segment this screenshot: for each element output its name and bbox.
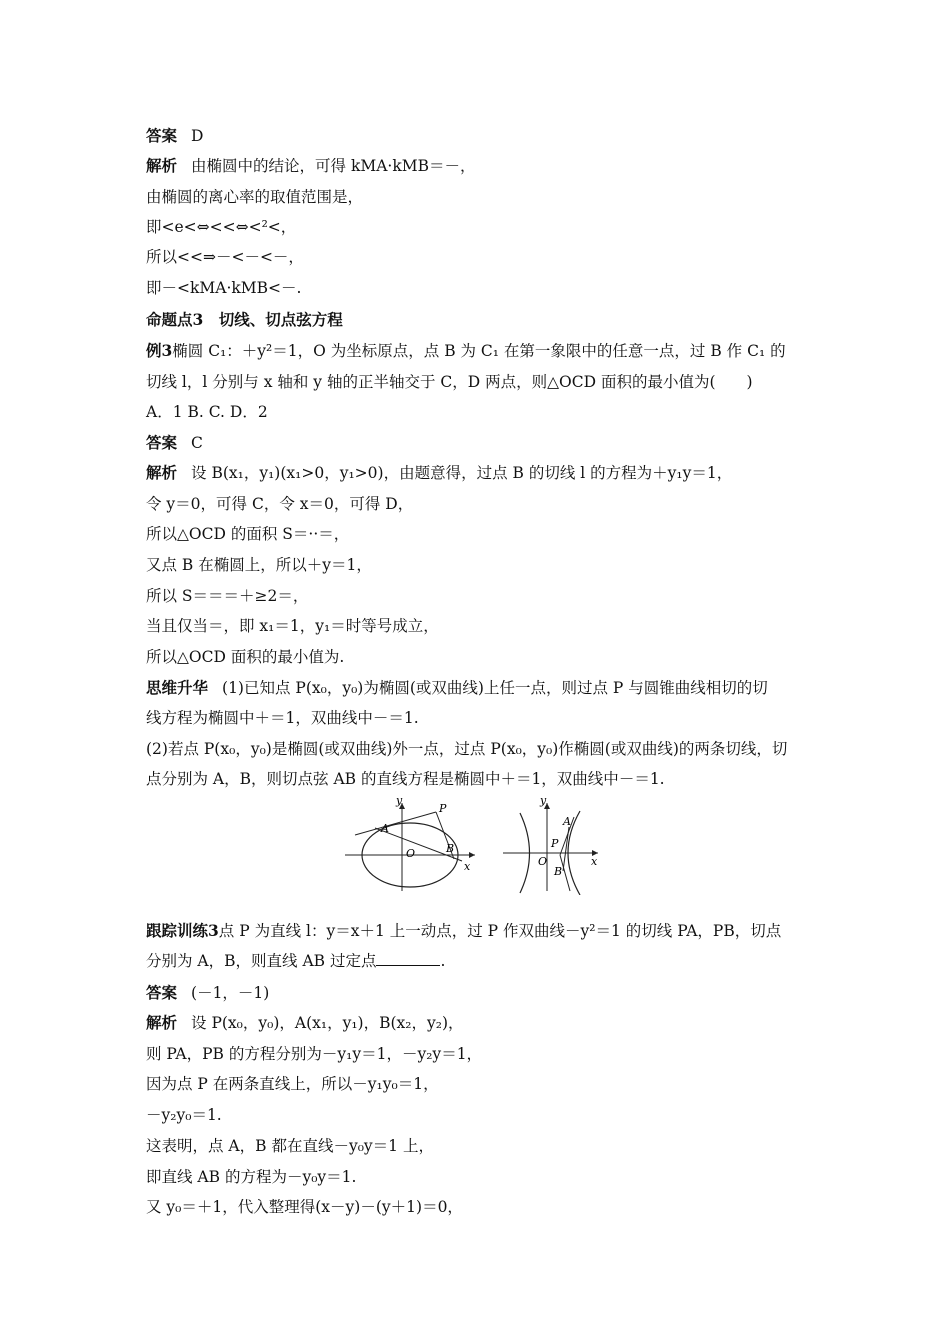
analysis-text: 设 P(x₀，y₀)，A(x₁，y₁)，B(x₂，y₂)，: [191, 1014, 464, 1032]
text-line: 切线 l，l 分别与 x 轴和 y 轴的正半轴交于 C，D 两点，则△OCD 面积的最小值为( ): [146, 373, 753, 391]
text-line: 线方程为椭圆中＋＝1，双曲线中－＝1.: [146, 709, 419, 727]
fig2-point-b-label: B: [554, 865, 563, 878]
text-line: 所以△OCD 的面积 S＝··＝，: [146, 525, 350, 543]
analysis-label: 解析: [146, 463, 178, 482]
text-line: 令 y＝0，可得 C，令 x＝0，可得 D，: [146, 495, 414, 513]
section-heading: 命题点3 切线、切点弦方程: [146, 310, 343, 329]
ellipse-tangent-figure: [340, 795, 480, 895]
text-line: 所以<<⇒－<－<－，: [146, 248, 304, 266]
text-line: 则 PA，PB 的方程分别为－y₁y＝1，－y₂y＝1，: [146, 1045, 483, 1063]
text-line: 即直线 AB 的方程为－y₀y＝1.: [146, 1168, 357, 1186]
choices-line: A．1 B. C. D．2: [146, 403, 268, 421]
fig1-point-a-label: A: [381, 822, 389, 835]
fig1-point-b-label: B: [446, 842, 455, 855]
text-line: 所以 S＝＝＝＋≥2＝，: [146, 587, 309, 605]
analysis-text: 设 B(x₁，y₁)(x₁>0，y₁>0)，由题意得，过点 B 的切线 l 的方程为＋y₁y＝1，: [191, 464, 733, 482]
analysis-line-1: [146, 155, 806, 177]
practice-text: 分别为 A，B，则直线 AB 过定点: [146, 952, 377, 970]
hyperbola-tangent-figure: [500, 795, 610, 895]
text-line: 因为点 P 在两条直线上，所以－y₁y₀＝1，: [146, 1075, 439, 1093]
fig2-origin-label: O: [538, 855, 548, 868]
summary-text: (1)已知点 P(x₀，y₀)为椭圆(或双曲线)上任一点，则过点 P 与圆锥曲线相切的切: [222, 679, 768, 697]
text-line: 这表明，点 A，B 都在直线－y₀y＝1 上，: [146, 1137, 434, 1155]
answer-value: C: [191, 434, 203, 452]
answer-line-2: [146, 432, 806, 454]
practice-line-1: [146, 920, 806, 942]
answer-line-1: [146, 125, 806, 147]
text-line: 又点 B 在椭圆上，所以＋y＝1，: [146, 556, 372, 574]
fig1-x-label: x: [464, 860, 471, 873]
example-label: 例3: [146, 341, 173, 360]
analysis-text: 由椭圆中的结论，可得 kMA·kMB＝－，: [191, 157, 476, 175]
text-line: 所以△OCD 面积的最小值为.: [146, 648, 345, 666]
fig2-point-p-label: P: [551, 837, 559, 850]
text-line: 即－<kMA·kMB<－.: [146, 279, 302, 297]
fig2-point-a-label: A: [563, 815, 571, 828]
practice-label: 跟踪训练3: [146, 921, 219, 940]
text-line: 点分别为 A，B，则切点弦 AB 的直线方程是椭圆中＋＝1，双曲线中－＝1.: [146, 770, 665, 788]
answer-value: D: [191, 127, 204, 145]
text-line: －y₂y₀＝1.: [146, 1106, 222, 1124]
text-line: 即<e<⇔<<⇔<²<，: [146, 218, 297, 236]
fig1-y-label: y: [396, 795, 403, 807]
answer-label: 答案: [146, 983, 178, 1002]
fig1-point-p-label: P: [439, 802, 447, 815]
text-line: 又 y₀＝＋1，代入整理得(x－y)－(y＋1)＝0，: [146, 1198, 463, 1216]
analysis-label: 解析: [146, 1013, 178, 1032]
fig2-y-label: y: [540, 795, 547, 807]
fig1-origin-label: O: [406, 847, 416, 860]
answer-blank: [376, 950, 440, 966]
practice-line-2: [146, 950, 806, 972]
answer-label: 答案: [146, 126, 178, 145]
text-line: 由椭圆的离心率的取值范围是，: [146, 188, 364, 206]
fig2-x-label: x: [591, 855, 598, 868]
answer-line-3: [146, 982, 806, 1004]
summary-label: 思维升华: [146, 678, 209, 697]
summary-line-1: [146, 677, 806, 699]
analysis-line-3: [146, 1012, 806, 1034]
analysis-line-2: [146, 462, 806, 484]
analysis-label: 解析: [146, 156, 178, 175]
example-line-1: [146, 340, 806, 362]
sentence-end: .: [440, 952, 446, 970]
answer-label: 答案: [146, 433, 178, 452]
practice-text: 点 P 为直线 l：y＝x＋1 上一动点，过 P 作双曲线－y²＝1 的切线 PA，PB，切点: [218, 922, 782, 940]
example-text: 椭圆 C₁：＋y²＝1，O 为坐标原点，点 B 为 C₁ 在第一象限中的任意一点，过 B 作 C₁ 的: [172, 342, 786, 360]
answer-value: (－1，－1): [191, 984, 270, 1002]
text-line: (2)若点 P(x₀，y₀)是椭圆(或双曲线)外一点，过点 P(x₀，y₀)作椭圆(或双曲线)的两条切线，切: [146, 740, 788, 758]
text-line: 当且仅当＝，即 x₁＝1，y₁＝时等号成立，: [146, 617, 439, 635]
